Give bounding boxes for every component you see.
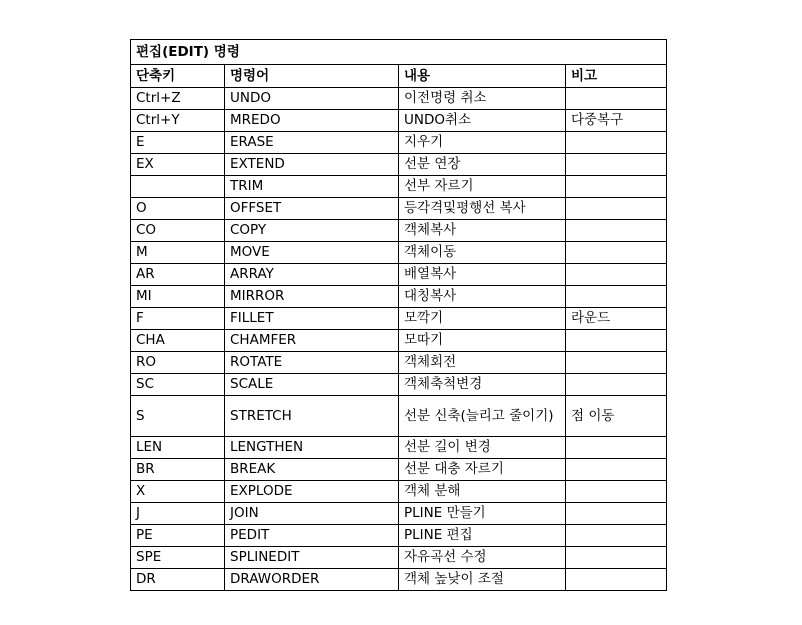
table-row <box>131 459 667 481</box>
header-note: 비고 <box>566 65 667 88</box>
header-row <box>131 65 667 88</box>
command-cell: FILLET <box>225 308 399 330</box>
description-cell: 객체축척변경 <box>399 374 566 396</box>
header-command: 명령어 <box>225 65 399 88</box>
shortcut-cell: CO <box>131 220 225 242</box>
description-cell: 객체 높낮이 조절 <box>399 569 566 591</box>
command-cell: SCALE <box>225 374 399 396</box>
shortcut-cell: E <box>131 132 225 154</box>
table-row <box>131 176 667 198</box>
description-cell: 대칭복사 <box>399 286 566 308</box>
command-cell: COPY <box>225 220 399 242</box>
table-row <box>131 154 667 176</box>
description-cell: 객체복사 <box>399 220 566 242</box>
description-cell: 객체회전 <box>399 352 566 374</box>
description-cell: 이전명령 취소 <box>399 88 566 110</box>
note-cell <box>566 176 667 198</box>
note-cell <box>566 459 667 481</box>
description-cell: 모따기 <box>399 330 566 352</box>
note-cell <box>566 547 667 569</box>
table-row <box>131 198 667 220</box>
table-row <box>131 308 667 330</box>
note-cell: 점 이동 <box>566 396 667 437</box>
shortcut-cell: BR <box>131 459 225 481</box>
command-cell: UNDO <box>225 88 399 110</box>
description-cell: 자유곡선 수정 <box>399 547 566 569</box>
command-cell: EXPLODE <box>225 481 399 503</box>
table-row <box>131 352 667 374</box>
table-row <box>131 132 667 154</box>
table-row <box>131 569 667 591</box>
command-cell: STRETCH <box>225 396 399 437</box>
table-row <box>131 110 667 132</box>
shortcut-cell: PE <box>131 525 225 547</box>
note-cell <box>566 220 667 242</box>
shortcut-cell: CHA <box>131 330 225 352</box>
table-row <box>131 396 667 437</box>
title-row <box>131 40 667 65</box>
note-cell: 라운드 <box>566 308 667 330</box>
table-row <box>131 220 667 242</box>
shortcut-cell: Ctrl+Z <box>131 88 225 110</box>
shortcut-cell: MI <box>131 286 225 308</box>
command-cell: LENGTHEN <box>225 437 399 459</box>
description-cell: 선분 신축(늘리고 줄이기) <box>399 396 566 437</box>
command-cell: MOVE <box>225 242 399 264</box>
shortcut-cell <box>131 176 225 198</box>
note-cell <box>566 154 667 176</box>
shortcut-cell: X <box>131 481 225 503</box>
command-cell: PEDIT <box>225 525 399 547</box>
description-cell: PLINE 편집 <box>399 525 566 547</box>
shortcut-cell: SC <box>131 374 225 396</box>
table-row <box>131 264 667 286</box>
description-cell: 선분 길이 변경 <box>399 437 566 459</box>
description-cell: PLINE 만들기 <box>399 503 566 525</box>
note-cell <box>566 437 667 459</box>
table-row <box>131 547 667 569</box>
description-cell: 객체이동 <box>399 242 566 264</box>
header-description: 내용 <box>399 65 566 88</box>
command-cell: BREAK <box>225 459 399 481</box>
note-cell <box>566 481 667 503</box>
note-cell <box>566 352 667 374</box>
shortcut-cell: Ctrl+Y <box>131 110 225 132</box>
command-cell: MIRROR <box>225 286 399 308</box>
table-row <box>131 242 667 264</box>
description-cell: 모깍기 <box>399 308 566 330</box>
note-cell <box>566 264 667 286</box>
table-row <box>131 437 667 459</box>
command-cell: CHAMFER <box>225 330 399 352</box>
shortcut-cell: DR <box>131 569 225 591</box>
note-cell <box>566 132 667 154</box>
description-cell: 선부 자르기 <box>399 176 566 198</box>
command-cell: ROTATE <box>225 352 399 374</box>
note-cell <box>566 503 667 525</box>
shortcut-cell: EX <box>131 154 225 176</box>
shortcut-cell: S <box>131 396 225 437</box>
note-cell <box>566 374 667 396</box>
note-cell <box>566 525 667 547</box>
command-cell: OFFSET <box>225 198 399 220</box>
header-shortcut: 단축키 <box>131 65 225 88</box>
table-row <box>131 503 667 525</box>
shortcut-cell: LEN <box>131 437 225 459</box>
table-row <box>131 286 667 308</box>
note-cell <box>566 88 667 110</box>
note-cell <box>566 242 667 264</box>
edit-commands-table <box>130 39 667 591</box>
description-cell: 배열복사 <box>399 264 566 286</box>
description-cell: 지우기 <box>399 132 566 154</box>
table-row <box>131 525 667 547</box>
shortcut-cell: F <box>131 308 225 330</box>
table-title: 편집(EDIT) 명령 <box>131 40 667 65</box>
note-cell: 다중복구 <box>566 110 667 132</box>
shortcut-cell: RO <box>131 352 225 374</box>
command-cell: ARRAY <box>225 264 399 286</box>
shortcut-cell: AR <box>131 264 225 286</box>
table-row <box>131 88 667 110</box>
description-cell: 객체 분해 <box>399 481 566 503</box>
command-cell: ERASE <box>225 132 399 154</box>
shortcut-cell: SPE <box>131 547 225 569</box>
table-row <box>131 481 667 503</box>
shortcut-cell: O <box>131 198 225 220</box>
note-cell <box>566 569 667 591</box>
description-cell: 등각격및평행선 복사 <box>399 198 566 220</box>
command-cell: DRAWORDER <box>225 569 399 591</box>
shortcut-cell: J <box>131 503 225 525</box>
command-cell: EXTEND <box>225 154 399 176</box>
command-cell: MREDO <box>225 110 399 132</box>
description-cell: UNDO취소 <box>399 110 566 132</box>
description-cell: 선분 연장 <box>399 154 566 176</box>
command-cell: TRIM <box>225 176 399 198</box>
command-cell: SPLINEDIT <box>225 547 399 569</box>
note-cell <box>566 198 667 220</box>
description-cell: 선분 대충 자르기 <box>399 459 566 481</box>
table-row <box>131 374 667 396</box>
note-cell <box>566 286 667 308</box>
command-cell: JOIN <box>225 503 399 525</box>
note-cell <box>566 330 667 352</box>
table-row <box>131 330 667 352</box>
shortcut-cell: M <box>131 242 225 264</box>
